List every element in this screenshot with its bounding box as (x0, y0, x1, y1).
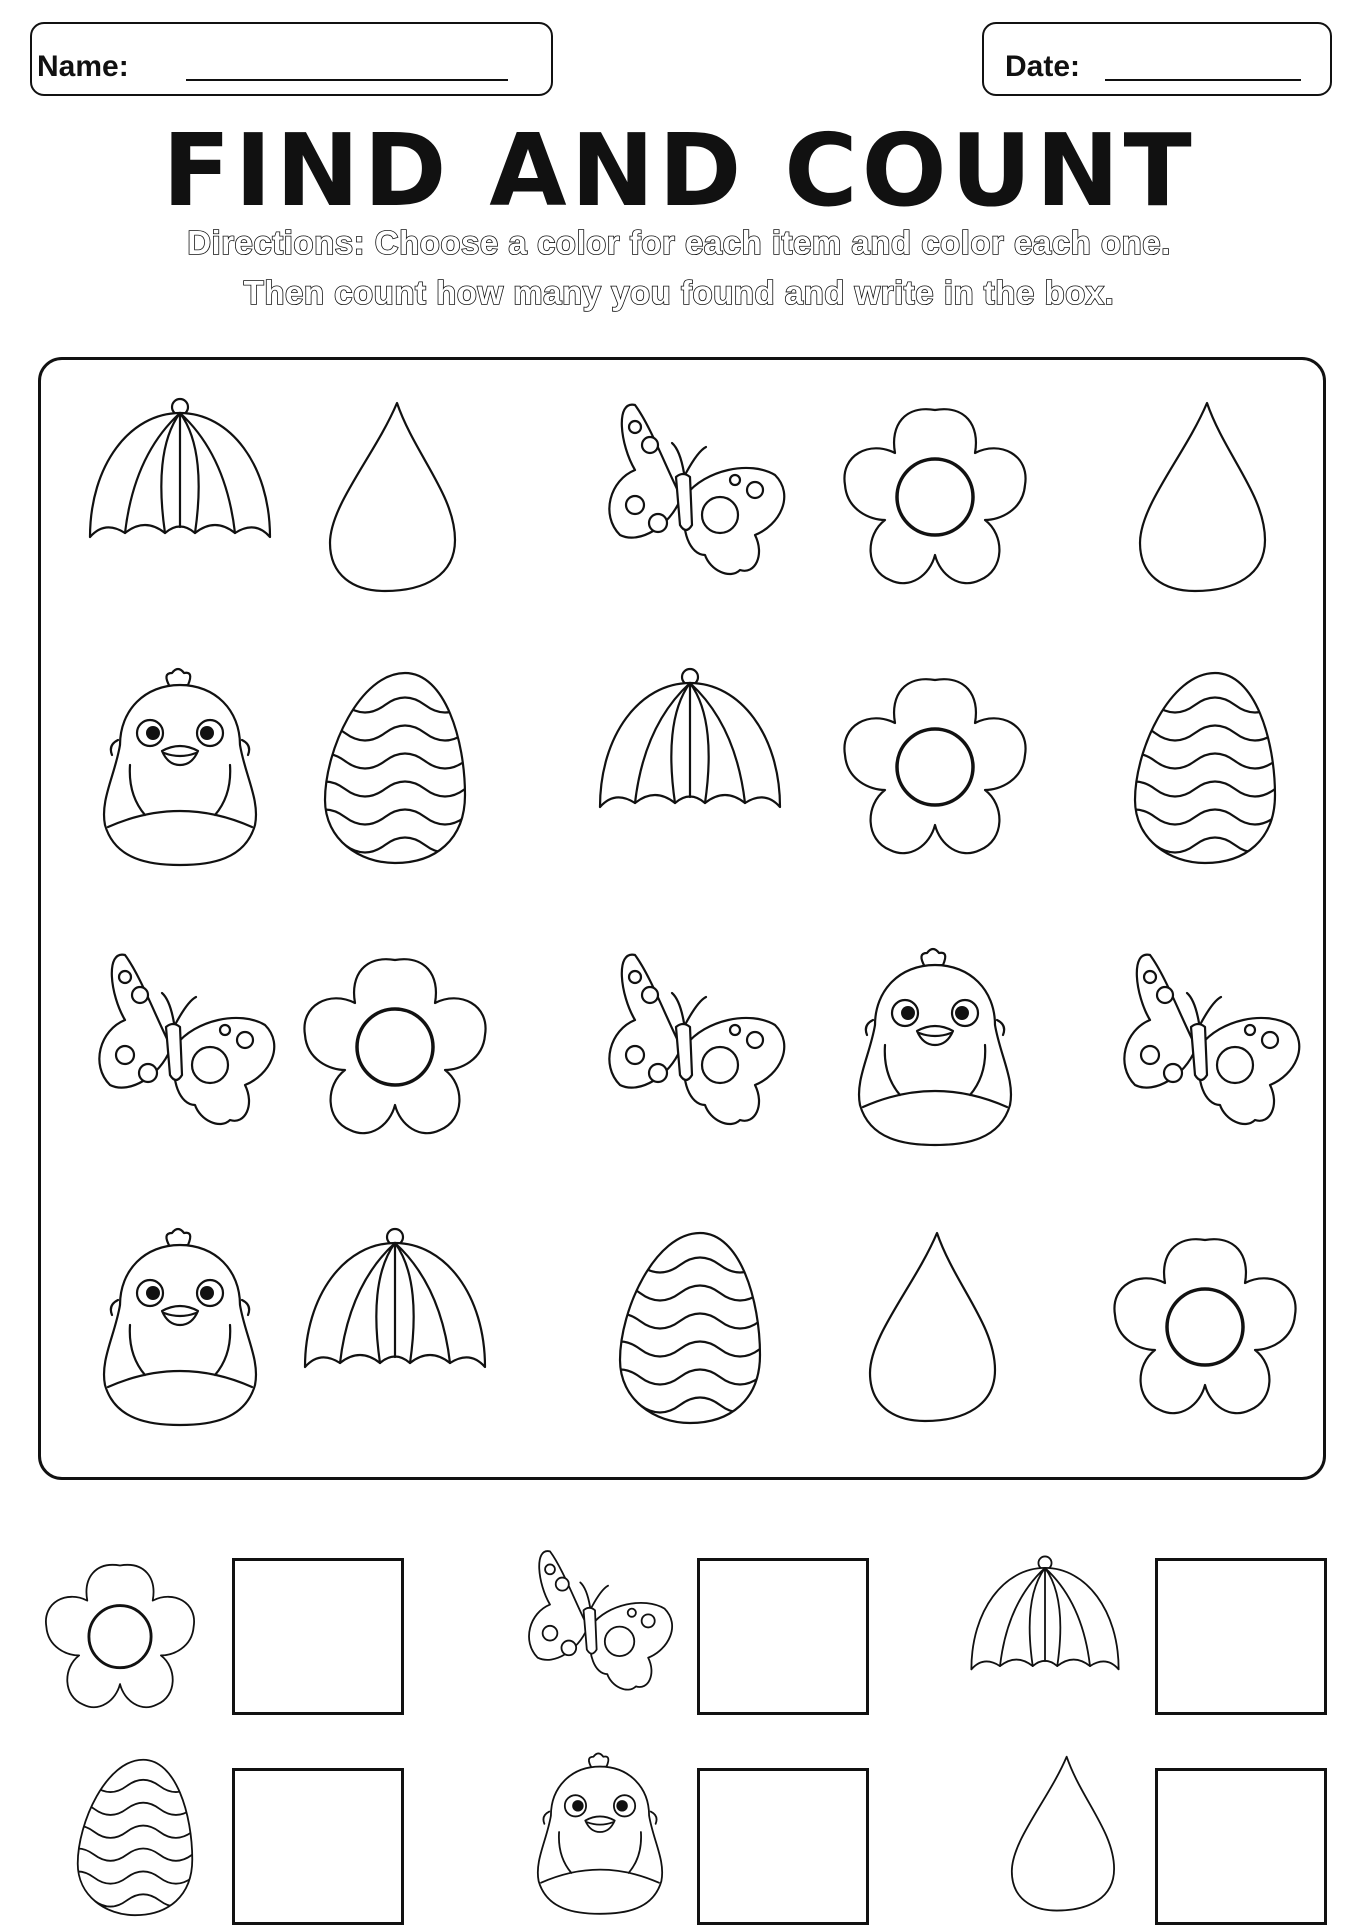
name-input-line[interactable] (186, 79, 508, 81)
raindrop-icon[interactable] (825, 1215, 1045, 1435)
name-label: Name: (37, 50, 129, 83)
umbrella-icon[interactable] (70, 385, 290, 605)
butterfly-icon[interactable] (1095, 935, 1315, 1155)
count-easter-egg-icon (45, 1745, 225, 1925)
raindrop-icon[interactable] (285, 385, 505, 605)
count-easter-egg-answer-box[interactable] (232, 1768, 404, 1925)
page-title: FIND AND COUNT (162, 112, 1196, 229)
chick-icon[interactable] (825, 935, 1045, 1155)
easter-egg-icon[interactable] (580, 1215, 800, 1435)
flower-icon[interactable] (1095, 1215, 1315, 1435)
umbrella-icon[interactable] (580, 655, 800, 875)
umbrella-icon[interactable] (285, 1215, 505, 1435)
flower-icon[interactable] (825, 655, 1045, 875)
flower-icon[interactable] (285, 935, 505, 1155)
butterfly-icon[interactable] (580, 385, 800, 605)
chick-icon[interactable] (70, 1215, 290, 1435)
count-flower-icon (30, 1545, 210, 1725)
count-umbrella-icon (955, 1545, 1135, 1725)
raindrop-icon[interactable] (1095, 385, 1315, 605)
count-raindrop-answer-box[interactable] (1155, 1768, 1327, 1925)
count-butterfly-icon (505, 1535, 685, 1715)
count-raindrop-icon (975, 1742, 1155, 1922)
date-label: Date: (1005, 50, 1081, 83)
easter-egg-icon[interactable] (1095, 655, 1315, 875)
date-input-line[interactable] (1105, 79, 1301, 81)
flower-icon[interactable] (825, 385, 1045, 605)
butterfly-icon[interactable] (70, 935, 290, 1155)
count-butterfly-answer-box[interactable] (697, 1558, 869, 1715)
easter-egg-icon[interactable] (285, 655, 505, 875)
directions-line-2: Then count how many you found and write in the box. (243, 274, 1115, 311)
chick-icon[interactable] (70, 655, 290, 875)
count-flower-answer-box[interactable] (232, 1558, 404, 1715)
butterfly-icon[interactable] (580, 935, 800, 1155)
directions-line-1: Directions: Choose a color for each item and color each one. (187, 224, 1171, 261)
count-umbrella-answer-box[interactable] (1155, 1558, 1327, 1715)
count-chick-icon (510, 1742, 690, 1922)
count-chick-answer-box[interactable] (697, 1768, 869, 1925)
